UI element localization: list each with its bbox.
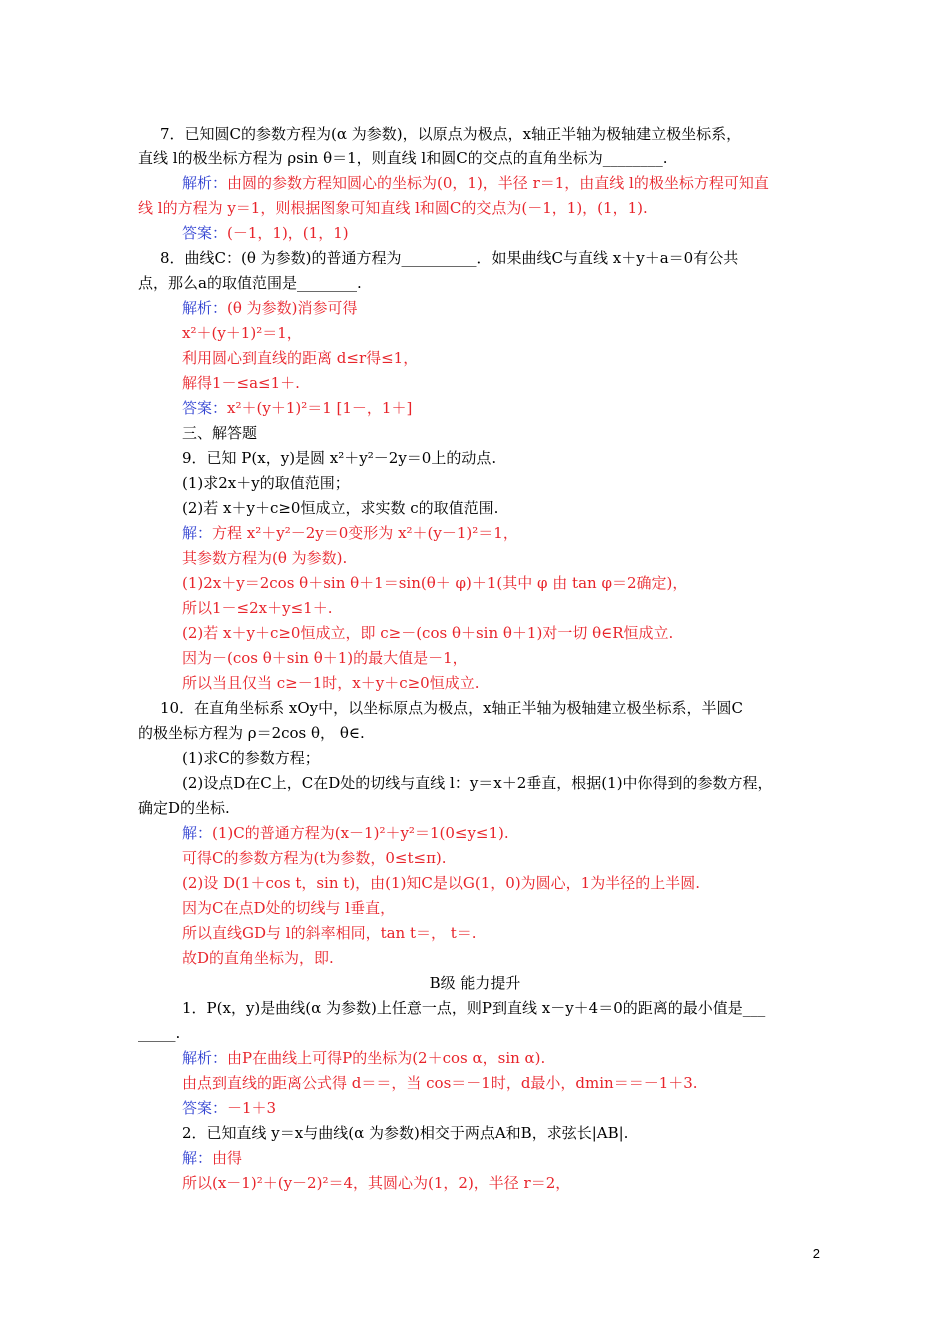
answer-label: 解： — [182, 824, 213, 842]
line-text: 其参数方程为(θ 为参数). — [182, 549, 348, 567]
line-text: x²＋(y＋1)²＝1， — [182, 324, 302, 342]
text-line-q8a — [160, 248, 738, 268]
page-number: 2 — [812, 1246, 820, 1261]
text-line-a9g — [182, 673, 480, 693]
answer-label: 解： — [182, 524, 213, 542]
text-line-a9f — [182, 648, 468, 668]
text-line-ab1b — [182, 1073, 698, 1093]
answer-label: 解： — [182, 1149, 213, 1167]
line-text: B级 能力提升 — [429, 974, 521, 992]
line-text: 2．已知直线 y＝x与曲线(α 为参数)相交于两点A和B，求弦长|AB|. — [182, 1124, 629, 1142]
text-line-a10d — [182, 898, 395, 918]
text-line-ab2b — [182, 1173, 570, 1193]
line-text: 确定D的坐标. — [138, 799, 230, 817]
line-text: 因为C在点D处的切线与 l垂直， — [182, 899, 396, 917]
line-text: 利用圆心到直线的距离 d≤r得≤1， — [182, 349, 419, 367]
line-text: (1)求2x＋y的取值范围； — [182, 474, 350, 492]
text-line-a9b — [182, 548, 347, 568]
answer-label: 解析： — [182, 1049, 228, 1067]
text-line-q8b — [138, 273, 362, 293]
answer-label: 答案： — [182, 1099, 228, 1117]
line-text: (－1，1)，(1，1) — [227, 224, 349, 242]
line-text: －1＋3 — [227, 1099, 277, 1117]
text-line-a10b — [182, 848, 447, 868]
line-text: x²＋(y＋1)²＝1 [1－，1＋] — [227, 399, 413, 417]
line-text: 所以1－≤2x＋y≤1＋. — [182, 599, 333, 617]
text-line-a8a — [182, 298, 358, 318]
text-line-q7a — [160, 124, 741, 144]
text-line-a9a — [182, 523, 518, 543]
line-text: 所以直线GD与 l的斜率相同，tan t＝， t＝. — [182, 924, 477, 942]
line-text: 故D的直角坐标为，即. — [182, 949, 334, 967]
text-line-ans8 — [182, 398, 412, 418]
line-text: 所以当且仅当 c≥－1时，x＋y＋c≥0恒成立. — [182, 674, 480, 692]
line-text: (1)C的普通方程为(x－1)²＋y²＝1(0≤y≤1). — [212, 824, 509, 842]
text-line-a10f — [182, 948, 334, 968]
line-text: (2)若 x＋y＋c≥0恒成立，即 c≥－(cos θ＋sin θ＋1)对一切 θ∈R恒成立. — [182, 624, 674, 642]
text-line-b1b — [138, 1023, 180, 1043]
text-line-b1a — [182, 998, 765, 1018]
line-text: 9．已知 P(x，y)是圆 x²＋y²－2y＝0上的动点. — [182, 449, 497, 467]
line-text: 8．曲线C：(θ 为参数)的普通方程为__________．如果曲线C与直线 x＋y＋a＝0有公共 — [160, 249, 739, 267]
line-text: 直线 l的极坐标方程为 ρsin θ＝1，则直线 l和圆C的交点的直角坐标为________. — [138, 149, 668, 167]
answer-label: 答案： — [182, 224, 228, 242]
line-text: 方程 x²＋y²－2y＝0变形为 x²＋(y－1)²＝1， — [212, 524, 518, 542]
line-text: 所以(x－1)²＋(y－2)²＝4，其圆心为(1，2)，半径 r＝2， — [182, 1174, 571, 1192]
text-line-a10e — [182, 923, 477, 943]
line-text: (θ 为参数)消参可得 — [227, 299, 358, 317]
answer-label: 解析： — [182, 299, 228, 317]
text-line-q9p2 — [182, 498, 498, 518]
line-text: 由得 — [212, 1149, 243, 1167]
line-text: 线 l的方程为 y＝1，则根据图象可知直线 l和圆C的交点为(－1，1)，(1，1). — [138, 199, 648, 217]
text-line-ansb1 — [182, 1098, 276, 1118]
text-line-q10p1 — [182, 748, 320, 768]
line-text: 解得1－≤a≤1＋. — [182, 374, 300, 392]
line-text: (2)设点D在C上，C在D处的切线与直线 l：y＝x＋2垂直，根据(1)中你得到的参数方程， — [182, 774, 773, 792]
line-text: 由P在曲线上可得P的坐标为(2＋cos α，sin α). — [227, 1049, 546, 1067]
text-line-q10b — [138, 723, 365, 743]
text-line-q9p1 — [182, 473, 350, 493]
text-line-a10a — [182, 823, 509, 843]
line-text: 由圆的参数方程知圆心的坐标为(0，1)，半径 r＝1，由直线 l的极坐标方程可知直 — [227, 174, 769, 192]
text-line-ab2a — [182, 1148, 242, 1168]
text-line-secB — [0, 973, 950, 993]
text-line-a10c — [182, 873, 700, 893]
line-text: 点，那么a的取值范围是________. — [138, 274, 362, 292]
answer-label: 解析： — [182, 174, 228, 192]
line-text: 可得C的参数方程为(t为参数，0≤t≤π). — [182, 849, 447, 867]
line-text: 的极坐标方程为 ρ＝2cos θ， θ∈. — [138, 724, 365, 742]
line-text: 三、解答题 — [182, 424, 258, 442]
text-line-ab1a — [182, 1048, 545, 1068]
text-line-q7b — [138, 148, 667, 168]
line-text: 由点到直线的距离公式得 d＝＝，当 cos＝－1时，d最小，dmin＝＝－1＋3. — [182, 1074, 698, 1092]
text-line-a7a — [182, 173, 769, 193]
text-line-a8d — [182, 373, 300, 393]
text-line-sec3 — [182, 423, 257, 443]
line-text: 10．在直角坐标系 xOy中，以坐标原点为极点，x轴正半轴为极轴建立极坐标系，半圆C — [160, 699, 744, 717]
answer-label: 答案： — [182, 399, 228, 417]
line-text: _____. — [138, 1024, 181, 1042]
text-line-a7b — [138, 198, 648, 218]
text-line-q10p2a — [182, 773, 773, 793]
text-line-q10a — [160, 698, 743, 718]
line-text: (2)若 x＋y＋c≥0恒成立，求实数 c的取值范围. — [182, 499, 499, 517]
line-text: (1)求C的参数方程； — [182, 749, 320, 767]
text-line-a8b — [182, 323, 302, 343]
text-line-b2 — [182, 1123, 628, 1143]
text-line-a8c — [182, 348, 418, 368]
line-text: (2)设 D(1＋cos t，sin t)，由(1)知C是以G(1，0)为圆心，1为半径的上半圆. — [182, 874, 700, 892]
text-line-q9 — [182, 448, 496, 468]
text-line-q10p2b — [138, 798, 230, 818]
line-text: (1)2x＋y＝2cos θ＋sin θ＋1＝sin(θ＋ φ)＋1(其中 φ 由 tan φ＝2确定)， — [182, 574, 688, 592]
text-line-a9e — [182, 623, 673, 643]
line-text: 因为－(cos θ＋sin θ＋1)的最大值是－1， — [182, 649, 468, 667]
line-text: 1．P(x，y)是曲线(α 为参数)上任意一点，则P到直线 x－y＋4＝0的距离的最小值是___ — [182, 999, 766, 1017]
text-line-ans7 — [182, 223, 349, 243]
line-text: 7．已知圆C的参数方程为(α 为参数)，以原点为极点，x轴正半轴为极轴建立极坐标系， — [160, 125, 742, 143]
text-line-a9c — [182, 573, 687, 593]
text-line-a9d — [182, 598, 332, 618]
